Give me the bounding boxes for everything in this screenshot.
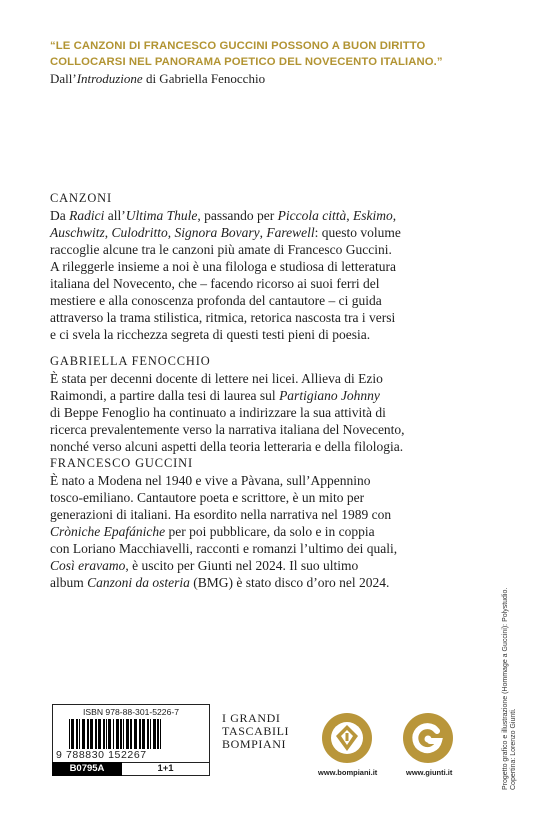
- barcode-bar: [134, 719, 137, 749]
- barcode-bar: [142, 719, 145, 749]
- barcode-bar: [106, 719, 107, 749]
- quote-line-1: “LE CANZONI DI FRANCESCO GUCCINI POSSONO A BUON DIRITTO: [50, 40, 426, 52]
- barcode-bar: [113, 719, 114, 749]
- barcode-bar: [76, 719, 78, 749]
- section-title-guccini: FRANCESCO GUCCINI: [50, 456, 194, 470]
- canzoni-description: [50, 207, 510, 343]
- barcode-bar: [71, 719, 74, 749]
- quote-line-2: COLLOCARSI NEL PANORAMA POETICO DEL NOVECENTO ITALIANO.”: [50, 56, 443, 68]
- section-francesco-guccini: [50, 455, 510, 591]
- section-gabriella-fenocchio: [50, 353, 510, 455]
- text-line: Raimondi, a partire dalla tesi di laurea sul Partigiano Johnny: [50, 388, 380, 403]
- guccini-bio: [50, 472, 510, 591]
- text-line: A rileggerle insieme a noi è una filologa e studiosa di letteratura: [50, 259, 397, 274]
- text-line: Da Radici all’Ultima Thule, passando per Piccola città, Eskimo,: [50, 208, 397, 223]
- edition-code: 1+1: [122, 762, 210, 776]
- barcode-bar: [69, 719, 70, 749]
- barcode-bar: [90, 719, 93, 749]
- section-title-canzoni: CANZONI: [50, 191, 113, 205]
- product-code: B0795A: [52, 762, 122, 776]
- barcode-bar: [103, 719, 105, 749]
- barcode-bar: [147, 719, 149, 749]
- barcode-bar: [153, 719, 156, 749]
- giunti-url: www.giunti.it: [406, 768, 453, 777]
- isbn-number: ISBN 978-88-301-5226-7: [82, 707, 180, 717]
- barcode-bar: [126, 719, 129, 749]
- text-line: con Loriano Macchiavelli, racconti e romanzi l’ultimo dei quali,: [50, 541, 398, 556]
- section-title-gabriella: GABRIELLA FENOCCHIO: [50, 354, 211, 368]
- text-line: e ci svela la ricchezza segreta di questi testi pieni di poesia.: [50, 327, 371, 342]
- back-cover-quote: [50, 38, 490, 70]
- barcode-bar: [82, 719, 85, 749]
- text-line: È stata per decenni docente di lettere nei licei. Allieva di Ezio: [50, 371, 383, 386]
- design-credit-line-1: Progetto grafico e illustrazione (Hommage a Guccini): Polystudio.: [502, 587, 509, 790]
- barcode-bars: [67, 719, 197, 749]
- barcode-bar: [157, 719, 159, 749]
- text-line: nonché verso alcuni aspetti della teoria letteraria e della filologia.: [50, 439, 404, 454]
- barcode-digits: 9 788830 152267: [56, 749, 147, 761]
- bompiani-url: www.bompiani.it: [318, 768, 378, 777]
- barcode-bar: [130, 719, 132, 749]
- barcode-bar: [79, 719, 80, 749]
- text-line: È nato a Modena nel 1940 e vive a Pàvana, sull’Appennino: [50, 473, 371, 488]
- series-line-1: I GRANDI: [222, 711, 281, 725]
- barcode-bar: [87, 719, 89, 749]
- text-line: Auschwitz, Culodritto, Signora Bovary, Farewell: questo volume: [50, 225, 401, 240]
- text-line: generazioni di italiani. Ha esordito nella narrativa nel 1989 con: [50, 507, 392, 522]
- quote-attribution: Dall’Introduzione di Gabriella Fenocchio: [50, 71, 266, 86]
- barcode-bar: [95, 719, 97, 749]
- section-canzoni: [50, 190, 510, 343]
- gabriella-bio: [50, 370, 510, 455]
- text-line: mestiere e alla conoscenza profonda del cantautore – ci guida: [50, 293, 382, 308]
- product-code-row: [52, 762, 210, 776]
- barcode-bar: [116, 719, 119, 749]
- text-line: tosco-emiliano. Cantautore poeta e scrittore, è un mito per: [50, 490, 365, 505]
- series-line-2: TASCABILI: [222, 724, 290, 738]
- bompiani-logo-icon: [322, 713, 372, 763]
- giunti-logo-icon: [403, 713, 453, 763]
- design-credit: [502, 587, 517, 790]
- series-name: [222, 712, 302, 751]
- text-line: ricerca prevalentemente verso la narrativa italiana del Novecento,: [50, 422, 405, 437]
- text-line: raccoglie alcune tra le canzoni più amate di Francesco Guccini.: [50, 242, 392, 257]
- series-line-3: BOMPIANI: [222, 737, 287, 751]
- text-line: album Canzoni da osteria (BMG) è stato disco d’oro nel 2024.: [50, 575, 390, 590]
- text-line: Così eravamo, è uscito per Giunti nel 2024. Il suo ultimo: [50, 558, 359, 573]
- barcode-bar: [150, 719, 151, 749]
- barcode-bar: [160, 719, 161, 749]
- barcode-bar: [139, 719, 141, 749]
- text-line: italiana del Novecento, che – facendo ricorso ai suoi ferri del: [50, 276, 380, 291]
- barcode-bar: [120, 719, 122, 749]
- text-line: attraverso la trama stilistica, ritmica, retorica nascosta tra i versi: [50, 310, 396, 325]
- text-line: di Beppe Fenoglio ha continuato a indirizzare la sua attività di: [50, 405, 386, 420]
- design-credit-line-2: Copertina: Lorenzo Giunti.: [510, 708, 517, 790]
- text-line: Cròniche Epafániche per poi pubblicare, da solo e in coppia: [50, 524, 375, 539]
- barcode-bar: [108, 719, 111, 749]
- barcode-bar: [123, 719, 124, 749]
- barcode-bar: [98, 719, 101, 749]
